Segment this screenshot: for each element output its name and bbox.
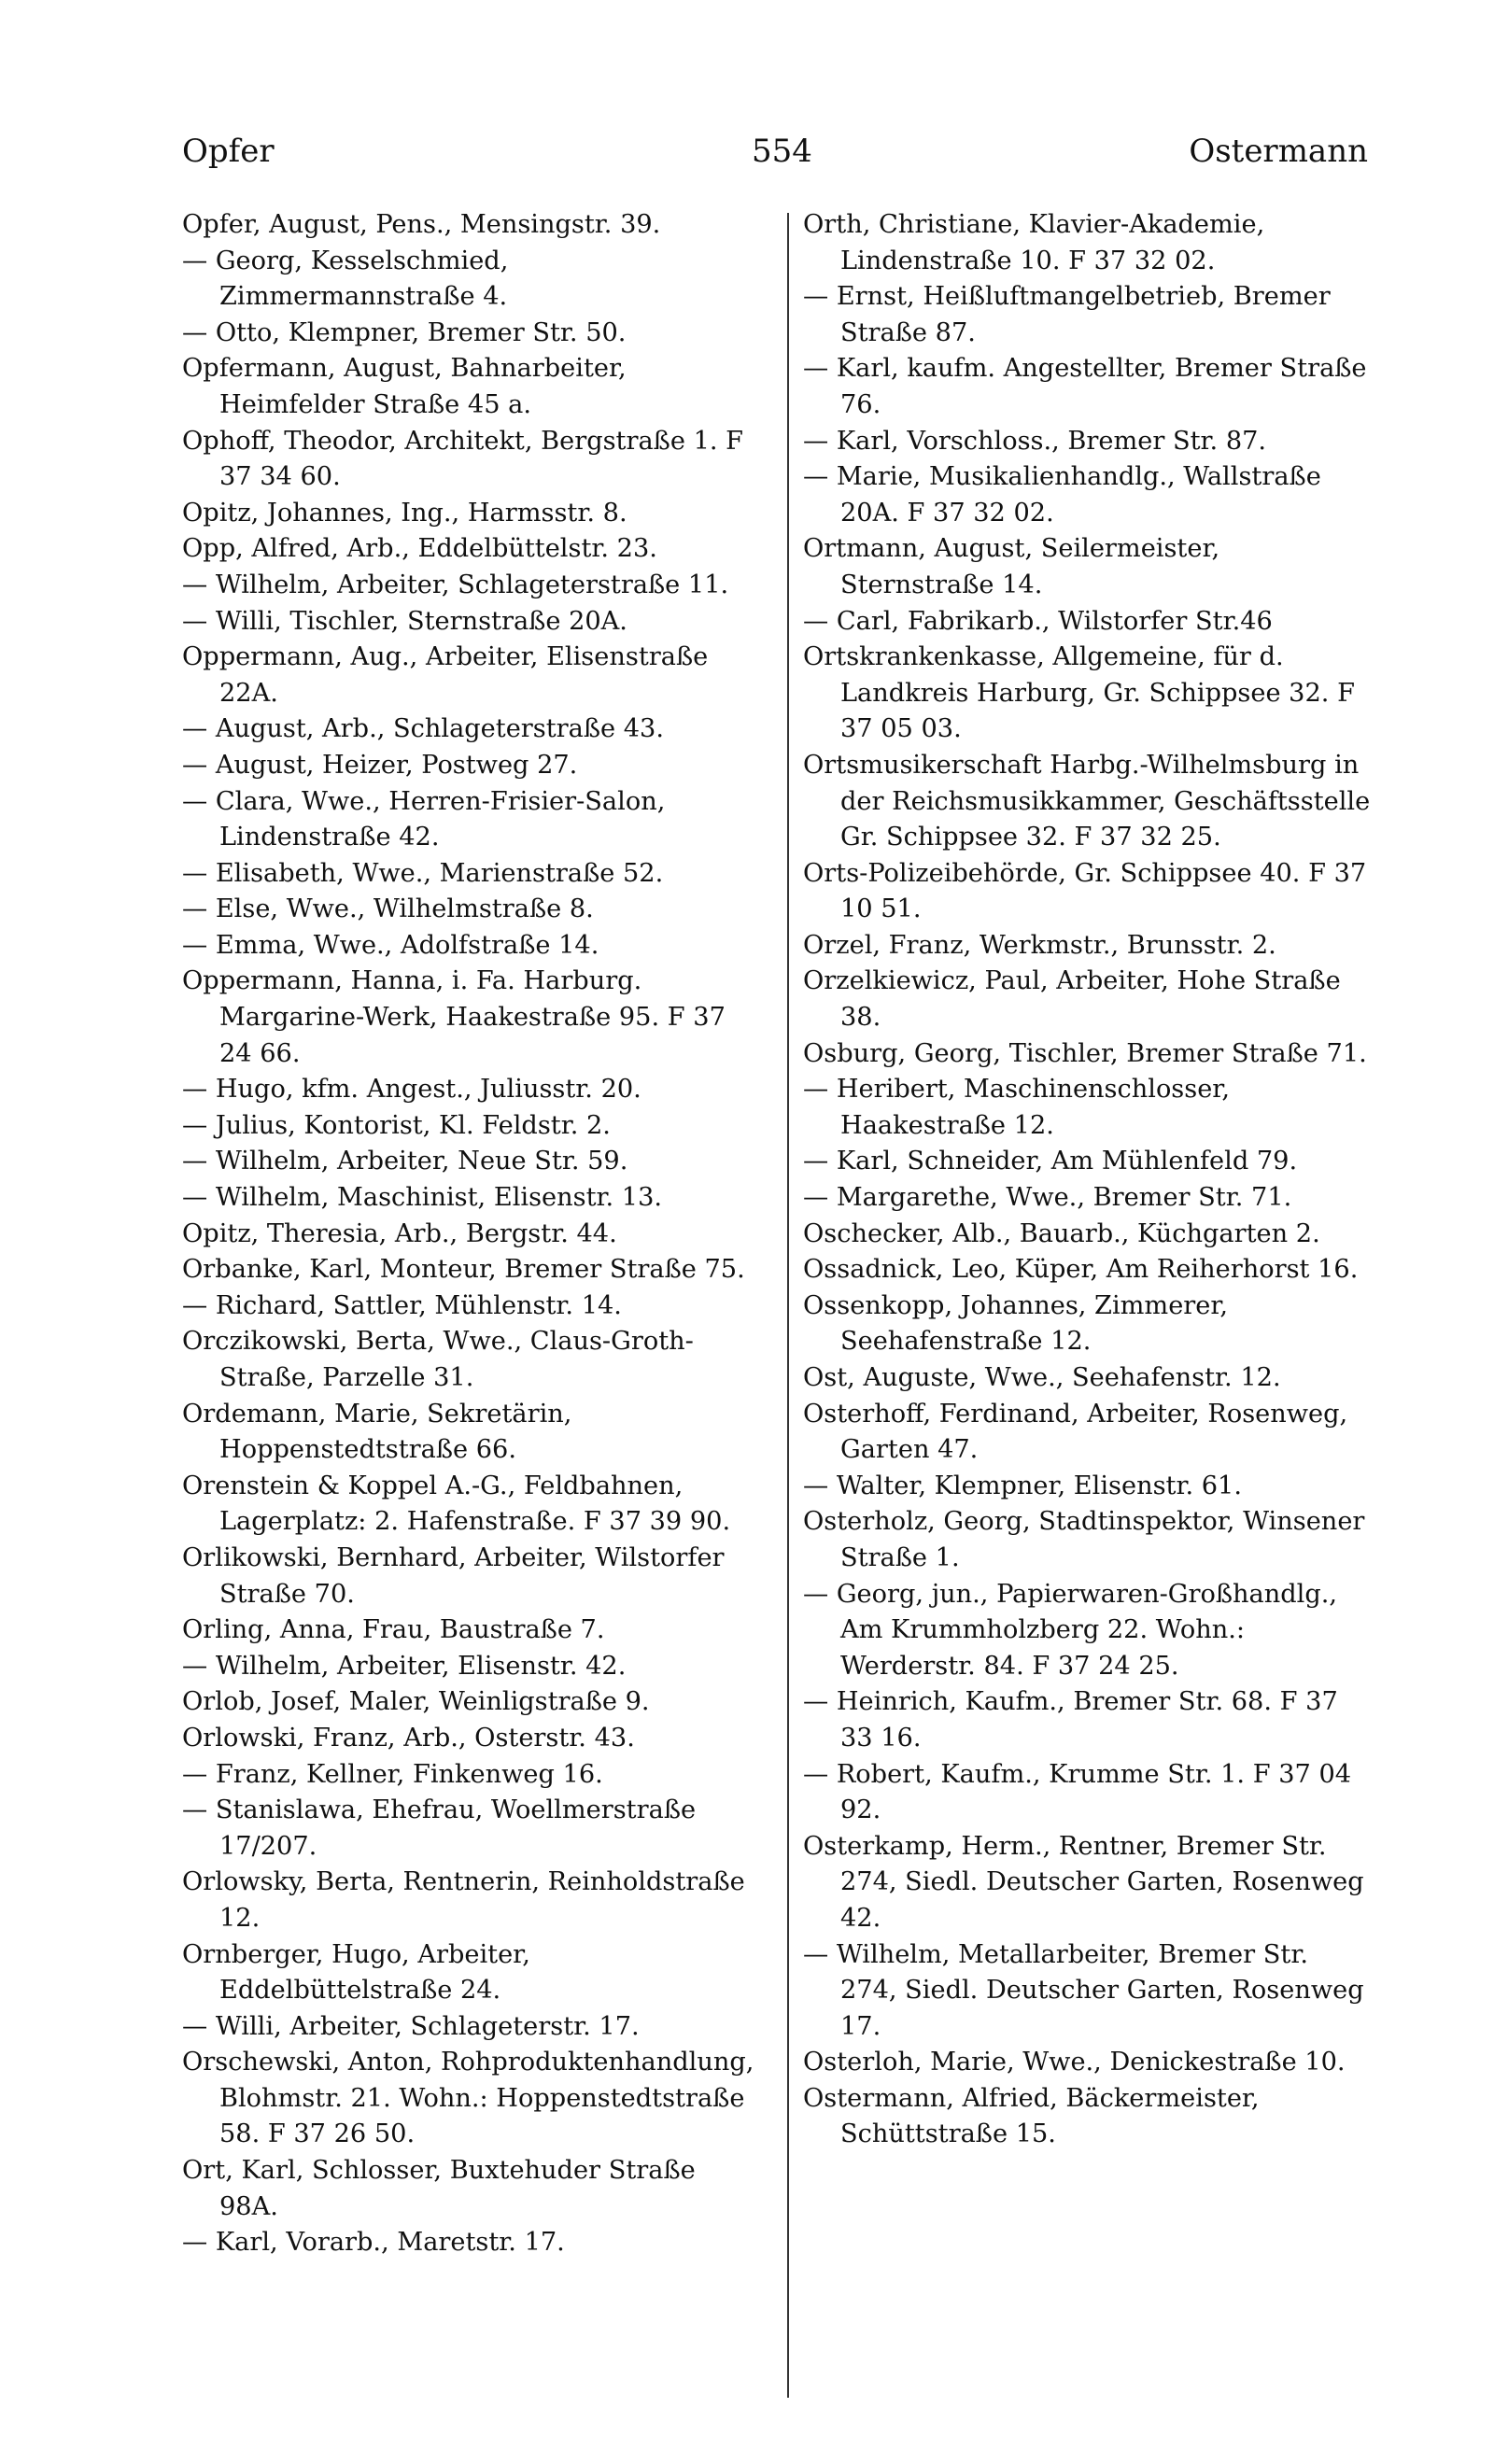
right-column [803, 207, 1373, 2153]
directory-entry: Orth, Christiane, Klavier-Akademie, Lindenstraße 10. F 37 32 02. [803, 210, 1265, 275]
directory-entry: Oschecker, Alb., Bauarb., Küchgarten 2. [803, 1218, 1320, 1248]
directory-entry: — Else, Wwe., Wilhelmstraße 8. [182, 894, 594, 924]
directory-entry: — Karl, Vorarb., Maretstr. 17. [182, 2228, 565, 2258]
directory-entry: — Emma, Wwe., Adolfstraße 14. [182, 930, 599, 960]
page-header [182, 133, 1368, 179]
directory-entry: — Richard, Sattler, Mühlenstr. 14. [182, 1290, 622, 1320]
directory-entry: — Ernst, Heißluftmangelbetrieb, Bremer Straße 87. [803, 282, 1331, 347]
directory-entry: Orbanke, Karl, Monteur, Bremer Straße 75. [182, 1255, 745, 1285]
directory-entry: Osterkamp, Herm., Rentner, Bremer Str. 274, Siedl. Deutscher Garten, Rosenweg 42. [803, 1831, 1364, 1933]
directory-entry: — Karl, Schneider, Am Mühlenfeld 79. [803, 1147, 1298, 1176]
directory-entry: Osburg, Georg, Tischler, Bremer Straße 71. [803, 1038, 1367, 1068]
directory-entry: — Willi, Arbeiter, Schlageterstr. 17. [182, 2011, 640, 2041]
directory-entry: Ostermann, Alfried, Bäckermeister, Schüttstraße 15. [803, 2083, 1260, 2149]
directory-entry: — Julius, Kontorist, Kl. Feldstr. 2. [182, 1110, 611, 1140]
directory-entry: Ort, Karl, Schlosser, Buxtehuder Straße 98A. [182, 2156, 696, 2221]
directory-entry: Orlob, Josef, Maler, Weinligstraße 9. [182, 1687, 650, 1717]
directory-entry: Orts-Polizeibehörde, Gr. Schippsee 40. F 37 10 51. [803, 858, 1367, 924]
directory-entry: Opitz, Theresia, Arb., Bergstr. 44. [182, 1218, 617, 1248]
directory-entry: Orling, Anna, Frau, Baustraße 7. [182, 1615, 605, 1645]
directory-entry: — Otto, Klempner, Bremer Str. 50. [182, 317, 627, 347]
directory-entry: — Wilhelm, Maschinist, Elisenstr. 13. [182, 1183, 663, 1213]
directory-entry: Opitz, Johannes, Ing., Harmsstr. 8. [182, 498, 627, 528]
directory-entry: — Franz, Kellner, Finkenweg 16. [182, 1759, 603, 1789]
directory-entry: — Wilhelm, Arbeiter, Schlageterstraße 11. [182, 570, 729, 599]
directory-entry: Ost, Auguste, Wwe., Seehafenstr. 12. [803, 1363, 1281, 1392]
directory-entry: — Karl, Vorschloss., Bremer Str. 87. [803, 426, 1267, 456]
directory-entry: — Stanislawa, Ehefrau, Woellmerstraße 17/207. [182, 1795, 697, 1861]
left-column [182, 207, 756, 2261]
directory-entry: Osterholz, Georg, Stadtinspektor, Winsener Straße 1. [803, 1507, 1365, 1572]
directory-entry: — Georg, jun., Papierwaren-Großhandlg., Am Krummholzberg 22. Wohn.: Werderstr. 84. F 37 24 25. [803, 1579, 1338, 1681]
directory-entry: Opp, Alfred, Arb., Eddelbüttelstr. 23. [182, 534, 657, 564]
page-number: 554 [752, 133, 812, 170]
directory-entry: Ortskrankenkasse, Allgemeine, für d. Landkreis Harburg, Gr. Schippsee 32. F 37 05 03. [803, 642, 1355, 744]
directory-entry: Ossadnick, Leo, Küper, Am Reiherhorst 16. [803, 1255, 1359, 1285]
header-first-entry: Opfer [182, 133, 275, 170]
directory-entry: — Carl, Fabrikarb., Wilstorfer Str.46 [803, 606, 1273, 636]
column-divider [787, 213, 789, 2398]
directory-entry: Ophoff, Theodor, Architekt, Bergstraße 1. F 37 34 60. [182, 426, 744, 492]
directory-entry: — Wilhelm, Arbeiter, Elisenstr. 42. [182, 1651, 627, 1681]
directory-entry: Ortmann, August, Seilermeister, Sternstraße 14. [803, 534, 1220, 599]
directory-entry: Ortsmusikerschaft Harbg.-Wilhelmsburg in der Reichsmusikkammer, Geschäftsstelle Gr. Schippsee 32. F 37 32 25. [803, 750, 1371, 852]
directory-entry: Orlikowski, Bernhard, Arbeiter, Wilstorfer Straße 70. [182, 1542, 725, 1609]
directory-entry: — August, Arb., Schlageterstraße 43. [182, 714, 664, 744]
directory-entry: — Willi, Tischler, Sternstraße 20A. [182, 606, 627, 636]
directory-entry: Orlowski, Franz, Arb., Osterstr. 43. [182, 1723, 635, 1753]
directory-entry: — Georg, Kesselschmied, Zimmermannstraße 4. [182, 246, 509, 312]
directory-entry: — Wilhelm, Arbeiter, Neue Str. 59. [182, 1147, 628, 1176]
directory-entry: Oppermann, Aug., Arbeiter, Elisenstraße 22A. [182, 642, 709, 708]
directory-entry: — Karl, kaufm. Angestellter, Bremer Straße 76. [803, 354, 1367, 419]
directory-entry: Osterhoff, Ferdinand, Arbeiter, Rosenweg, Garten 47. [803, 1399, 1348, 1465]
directory-entry: Orlowsky, Berta, Rentnerin, Reinholdstraße 12. [182, 1867, 745, 1933]
directory-entry: — Hugo, kfm. Angest., Juliusstr. 20. [182, 1075, 641, 1105]
header-last-entry: Ostermann [1189, 133, 1368, 170]
directory-entry: Opfer, August, Pens., Mensingstr. 39. [182, 210, 661, 239]
directory-entry: — Elisabeth, Wwe., Marienstraße 52. [182, 858, 664, 888]
directory-entry: Opfermann, August, Bahnarbeiter, Heimfelder Straße 45 a. [182, 354, 627, 419]
directory-entry: — August, Heizer, Postweg 27. [182, 750, 578, 780]
directory-entry: Orschewski, Anton, Rohproduktenhandlung, Blohmstr. 21. Wohn.: Hoppenstedtstraße 58. F 37 26 50. [182, 2048, 754, 2149]
directory-entry: Orzel, Franz, Werkmstr., Brunsstr. 2. [803, 930, 1276, 960]
directory-entry: — Wilhelm, Metallarbeiter, Bremer Str. 274, Siedl. Deutscher Garten, Rosenweg 17. [803, 1939, 1364, 2041]
directory-entry: — Margarethe, Wwe., Bremer Str. 71. [803, 1183, 1292, 1213]
directory-entry: — Walter, Klempner, Elisenstr. 61. [803, 1471, 1242, 1500]
directory-entry: Ornberger, Hugo, Arbeiter, Eddelbüttelstraße 24. [182, 1939, 530, 2006]
directory-entry: — Heribert, Maschinenschlosser, Haakestraße 12. [803, 1075, 1230, 1140]
directory-entry: Ossenkopp, Johannes, Zimmerer, Seehafenstraße 12. [803, 1290, 1229, 1357]
directory-entry: Orczikowski, Berta, Wwe., Claus-Groth-Straße, Parzelle 31. [182, 1327, 694, 1392]
directory-entry: — Heinrich, Kaufm., Bremer Str. 68. F 37 33 16. [803, 1687, 1338, 1753]
directory-entry: Orenstein & Koppel A.-G., Feldbahnen, Lagerplatz: 2. Hafenstraße. F 37 39 90. [182, 1471, 731, 1537]
directory-entry: Osterloh, Marie, Wwe., Denickestraße 10. [803, 2048, 1346, 2077]
directory-entry: Oppermann, Hanna, i. Fa. Harburg. Margarine-Werk, Haakestraße 95. F 37 24 66. [182, 966, 726, 1068]
directory-entry: — Clara, Wwe., Herren-Frisier-Salon, Lindenstraße 42. [182, 786, 666, 852]
directory-entry: — Robert, Kaufm., Krumme Str. 1. F 37 04 92. [803, 1759, 1352, 1825]
directory-entry: — Marie, Musikalienhandlg., Wallstraße 20A. F 37 32 02. [803, 462, 1321, 528]
directory-entry: Orzelkiewicz, Paul, Arbeiter, Hohe Straße 38. [803, 966, 1341, 1033]
directory-entry: Ordemann, Marie, Sekretärin, Hoppenstedtstraße 66. [182, 1399, 572, 1465]
